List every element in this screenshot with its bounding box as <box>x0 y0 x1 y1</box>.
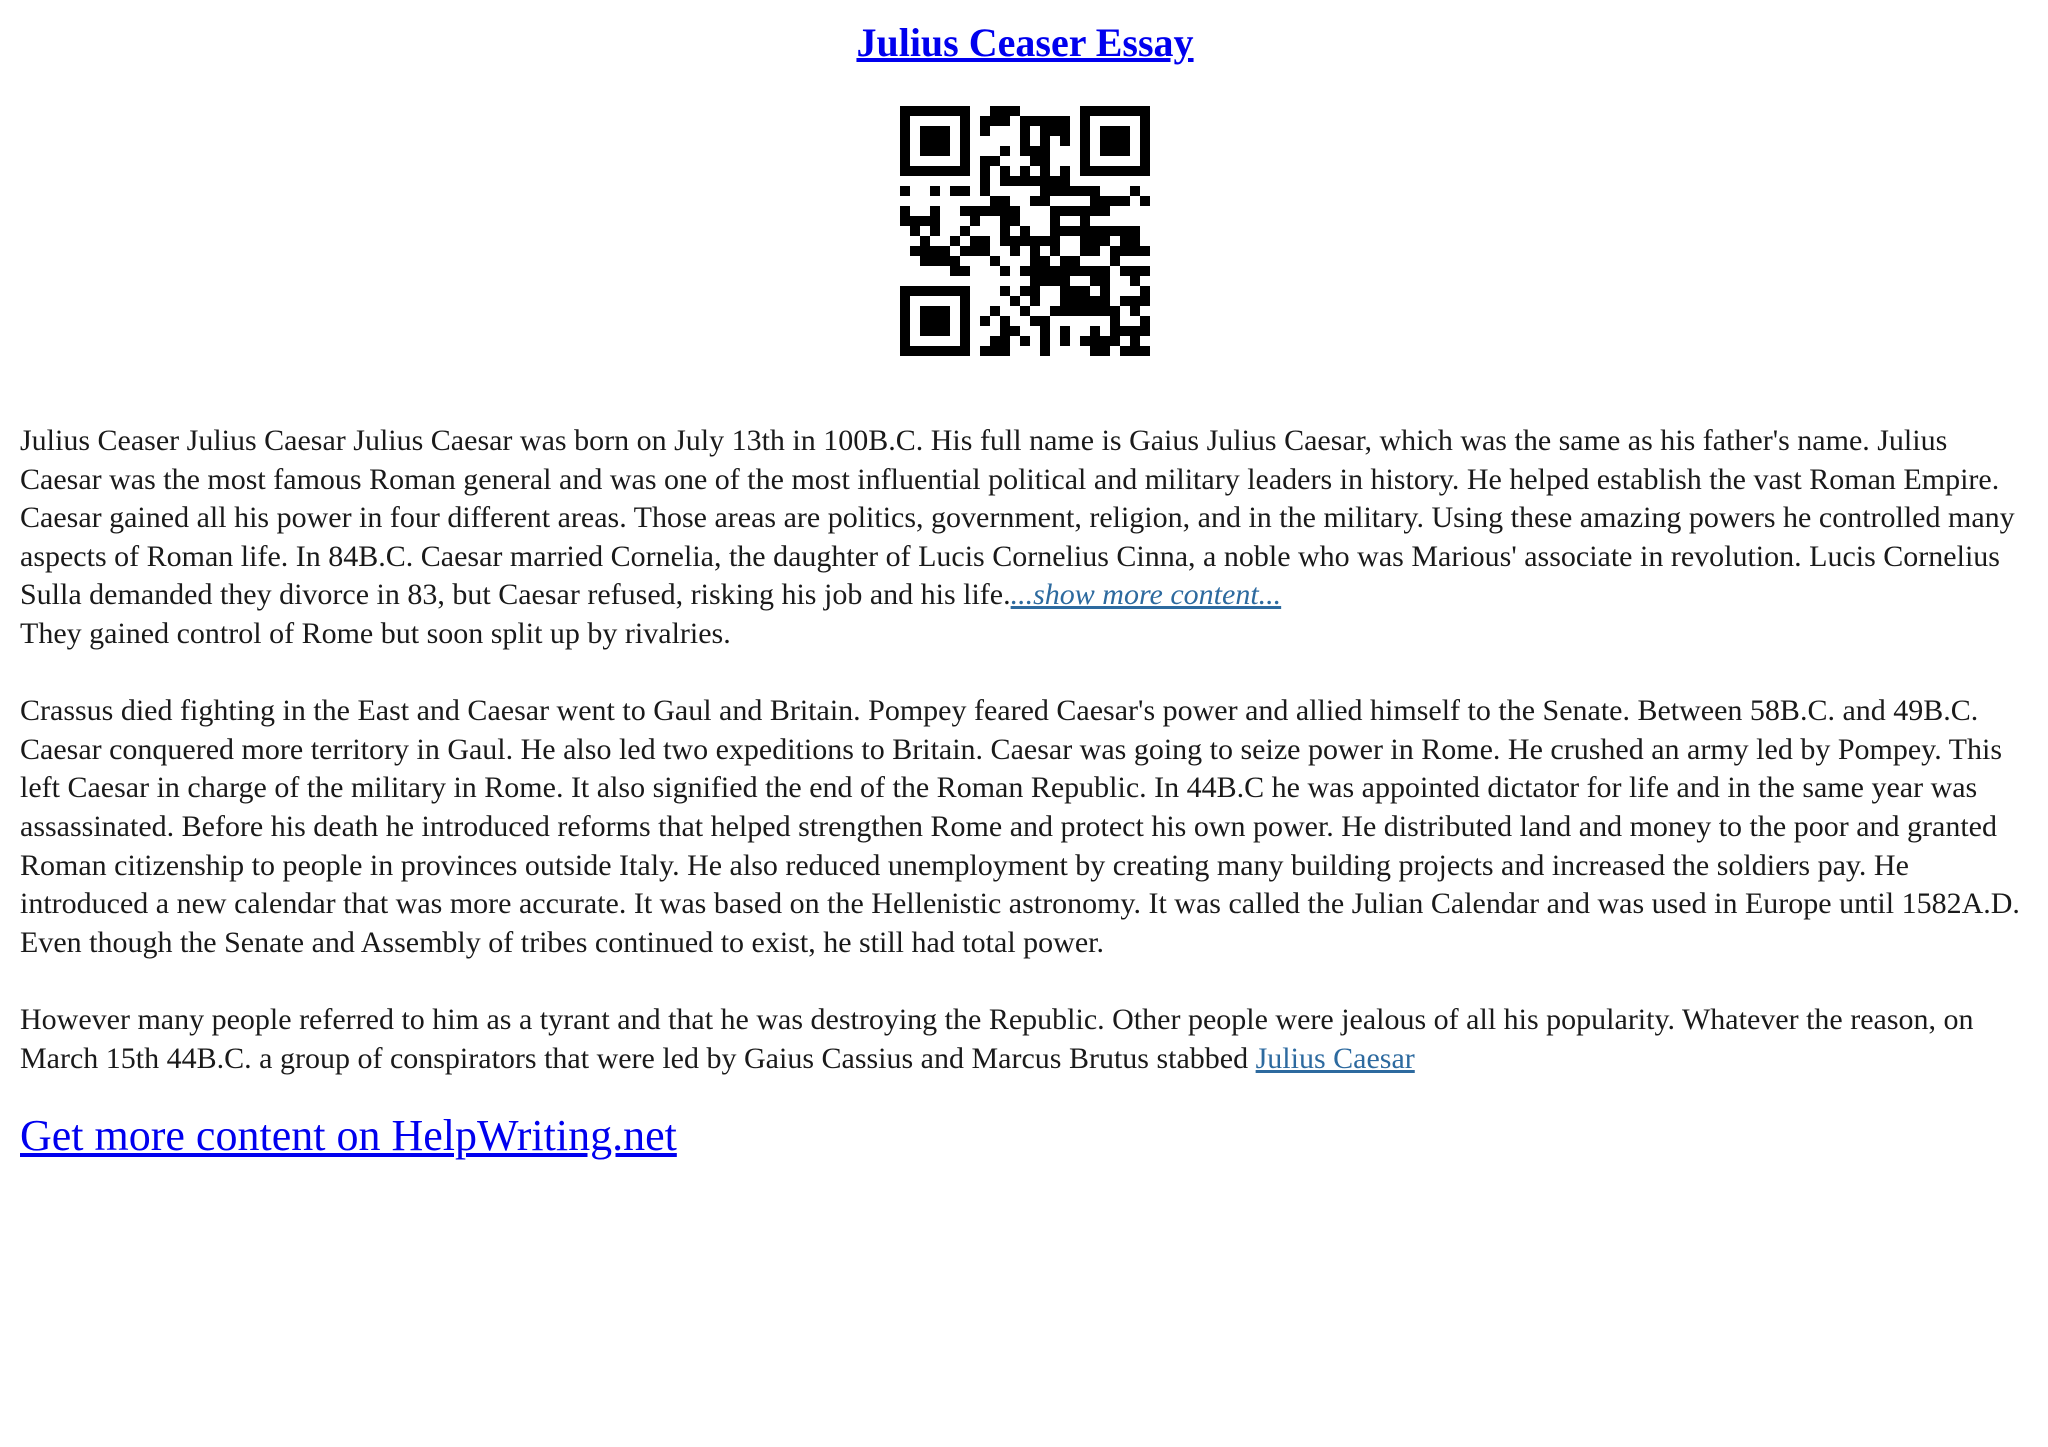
get-more-content-link[interactable]: Get more content on HelpWriting.net <box>20 1111 677 1161</box>
document-page <box>20 0 2030 1164</box>
paragraph-assassination-text: However many people referred to him as a tyrant and that he was destroying the Republic. Other people were jealous of all his popularity. Whatever the reason, on March 15th 44B.C. a group of conspirators that were led by Gaius Cassius and Marcus Brutus stabbed <box>20 1002 1974 1075</box>
paragraph-intro-text: Julius Ceaser Julius Caesar Julius Caesar was born on July 13th in 100B.C. His full name is Gaius Julius Caesar, which was the same as his father's name. Julius Caesar was the most famous Roman general and was one of the most influential political and military leaders in history. He helped establish the vast Roman Empire. Caesar gained all his power in four different areas. Those areas are politics, government, religion, and in the military. Using these amazing powers he controlled many aspects of Roman life. In 84B.C. Caesar married Cornelia, the daughter of Lucis Cornelius Cinna, a noble who was Marious' associate in revolution. Lucis Cornelius Sulla demanded they divorce in 83, but Caesar refused, risking his job and his life. <box>20 424 2015 612</box>
show-more-link[interactable]: ...show more content... <box>1010 578 1282 612</box>
qr-code-container <box>20 106 2030 356</box>
page-title-link[interactable]: Julius Ceaser Essay <box>856 20 1194 65</box>
paragraph-intro <box>20 422 2030 615</box>
paragraph-conquests: Crassus died fighting in the East and Caesar went to Gaul and Britain. Pompey feared Caesar's power and allied himself to the Senate. Between 58B.C. and 49B.C. Caesar conquered more territory in Gaul. He also led two expeditions to Britain. Caesar was going to seize power in Rome. He crushed an army led by Pompey. This left Caesar in charge of the military in Rome. It also signified the end of the Roman Republic. In 44B.C he was appointed dictator for life and in the same year was assassinated. Before his death he introduced reforms that helped strengthen Rome and protect his own power. He distributed land and money to the poor and granted Roman citizenship to people in provinces outside Italy. He also reduced unemployment by creating many building projects and increased the soldiers pay. He introduced a new calendar that was more accurate. It was based on the Hellenistic astronomy. It was called the Julian Calendar and was used in Europe until 1582A.D. Even though the Senate and Assembly of tribes continued to exist, he still had total power. <box>20 694 2020 959</box>
essay-body <box>20 422 2030 1078</box>
paragraph-assassination <box>20 1001 2030 1078</box>
paragraph-rivalries: They gained control of Rome but soon split up by rivalries. <box>20 616 731 650</box>
qr-code-icon <box>900 106 1150 356</box>
title-container <box>20 0 2030 68</box>
paragraph-gap <box>20 654 2030 693</box>
paragraph-gap <box>20 962 2030 1001</box>
julius-caesar-link[interactable]: Julius Caesar <box>1255 1041 1415 1075</box>
